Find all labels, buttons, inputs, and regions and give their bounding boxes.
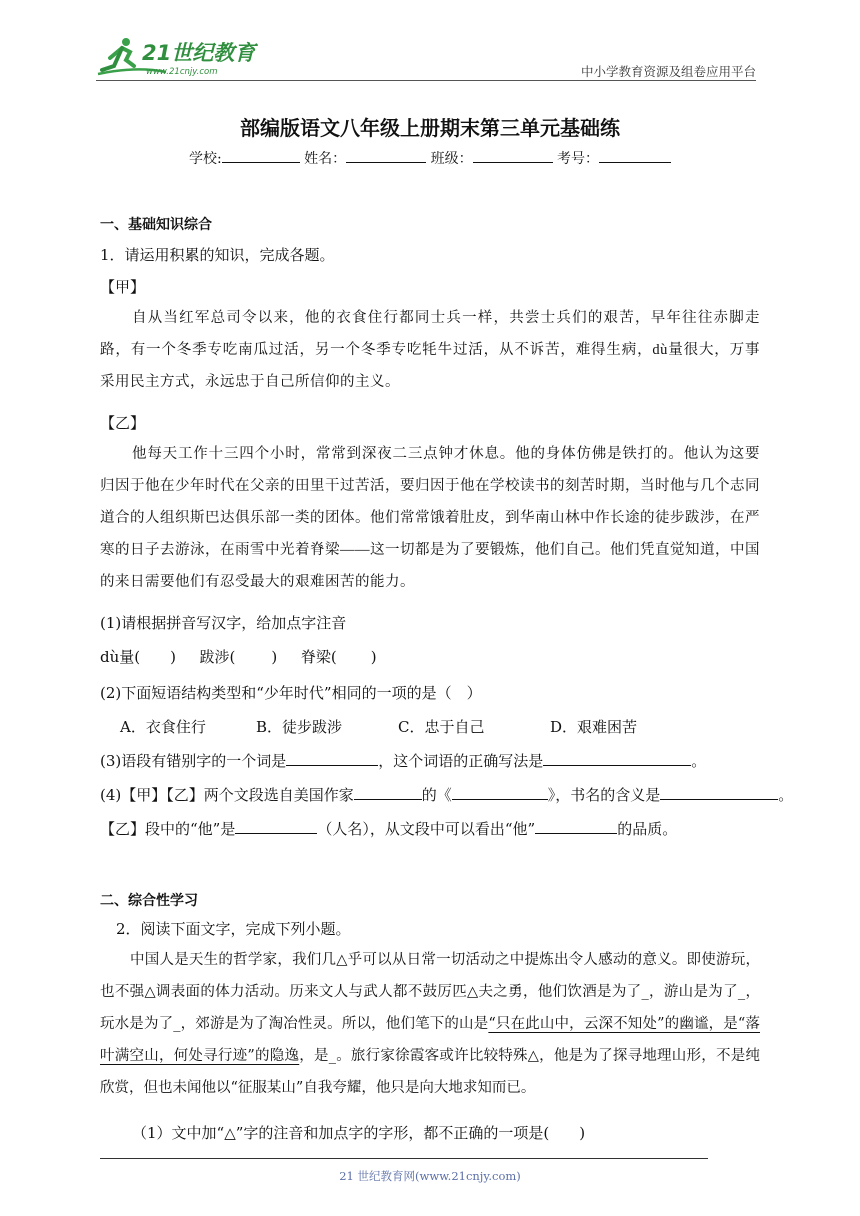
correct-word-blank[interactable] <box>543 764 691 766</box>
school-label: 学校: <box>188 151 222 167</box>
site-name: 中小学教育资源及组卷应用平台 <box>580 64 756 79</box>
logo-text: 21世纪教育 <box>142 41 256 65</box>
section2-sub-question-1: （1）文中加“△”字的注音和加点字的字形，都不正确的一项是( ) <box>132 1124 586 1142</box>
wrong-word-blank[interactable] <box>286 764 378 766</box>
sub4-text-d: 。 <box>778 786 794 804</box>
sub3-text-c: 。 <box>691 752 707 770</box>
class-label: 班级： <box>430 151 473 167</box>
question-2: 2．阅读下面文字，完成下列小题。 <box>116 920 351 938</box>
paren-close-2: ) <box>271 648 278 666</box>
section2-passage <box>100 944 760 1104</box>
site-logo <box>96 36 258 78</box>
option-b[interactable]: B．徒步跋涉 <box>256 718 343 736</box>
sub-question-4 <box>100 784 793 805</box>
school-field[interactable] <box>222 161 300 163</box>
exam-no-field[interactable] <box>599 161 671 163</box>
footer-text: 21 世纪教育网(www.21cnjy.com) <box>339 1169 521 1183</box>
jia-passage: 自从当红军总司令以来，他的衣食住行都同士兵一样，共尝士兵们的艰苦，早年往往赤脚走路，有一个冬季专吃南瓜过活，另一个冬季专吃牦牛过活，从不诉苦，难得生病，dù量很大，万事采用民主方式，永远忠于自己所信仰的主义。 <box>100 310 760 390</box>
sub4-line2-text-c: 的品质。 <box>617 820 678 838</box>
passage-underlined-quote: “只在此山中，云深不知处”的幽谧，是“落叶满空山，何处寻行迹”的隐逸 <box>100 1016 760 1064</box>
logo-url: www.21cnjy.com <box>146 67 218 77</box>
footer-divider <box>100 1158 708 1159</box>
class-field[interactable] <box>473 161 553 163</box>
yi-label: 【乙】 <box>100 414 146 432</box>
options-row <box>120 716 637 737</box>
sub3-text-a: (3)语段有错别字的一个词是 <box>100 752 287 770</box>
meaning-blank[interactable] <box>660 798 778 800</box>
person-name-blank[interactable] <box>235 832 317 834</box>
author-blank[interactable] <box>354 798 422 800</box>
sub4-text-b: 的《 <box>421 786 452 804</box>
section1-heading: 一、基础知识综合 <box>100 217 212 233</box>
book-title-blank[interactable] <box>452 798 548 800</box>
exam-no-label: 考号： <box>557 151 600 167</box>
pinyin-item-3: 脊梁( <box>300 648 337 666</box>
passage-part-2: ，是_。旅行家徐霞客或许比较特殊△，他是为了探寻地理山形，不是纯欣赏，但也未闻他以“征服某山”自我夸耀，他只是向大地求知而已。 <box>100 1048 760 1096</box>
sub4-line2-text-a: 【乙】段中的“他”是 <box>100 820 236 838</box>
jia-label: 【甲】 <box>100 278 146 296</box>
option-d[interactable]: D．艰难困苦 <box>550 718 638 736</box>
option-a[interactable]: A．衣食住行 <box>120 718 206 736</box>
option-c[interactable]: C．忠于自己 <box>398 718 485 736</box>
passage-part-1: 中国人是天生的哲学家，我们几△乎可以从日常一切活动之中提炼出令人感动的意义。即使游玩，也不强△调表面的体力活动。历来文人与武人都不鼓厉匹△夫之勇，他们饮酒是为了_，游山是为了_，玩水是为了_，郊游是为了淘冶性灵。所以，他们笔下的山是 <box>100 952 760 1032</box>
page-title: 部编版语文八年级上册期末第三单元基础练 <box>240 116 620 140</box>
name-label: 姓名： <box>304 151 347 167</box>
paren-close-3: ) <box>370 648 377 666</box>
pinyin-items <box>100 646 377 667</box>
question-1: 1．请运用积累的知识，完成各题。 <box>100 246 335 264</box>
yi-passage: 他每天工作十三四个小时，常常到深夜二三点钟才休息。他的身体仿佛是铁打的。他认为这要归因于他在少年时代在父亲的田里干过苦活，要归因于他在学校读书的刻苦时期，当时他与几个志同道合的人组织斯巴达俱乐部一类的团体。他们常常饿着肚皮，到华南山林中作长途的徒步跋涉，在严寒的日子去游泳，在雨雪中光着脊梁——这一切都是为了要锻炼，他们自己。他们凭直觉知道，中国的来日需要他们有忍受最大的艰难困苦的能力。 <box>100 446 760 590</box>
paren-close-1: ) <box>170 648 176 666</box>
quality-blank[interactable] <box>535 832 617 834</box>
sub-question-1: (1)请根据拼音写汉字，给加点字注音 <box>100 614 347 632</box>
sub4-line2-text-b: （人名），从文段中可以看出“他” <box>317 820 536 838</box>
pinyin-item-2: 跋涉( <box>199 648 236 666</box>
header-divider <box>96 80 756 81</box>
name-field[interactable] <box>346 161 426 163</box>
sub4-text-c: 》，书名的含义是 <box>547 786 661 804</box>
sub-question-3 <box>100 750 706 771</box>
sub-question-4-line2 <box>100 818 677 839</box>
section2-heading: 二、综合性学习 <box>100 893 198 909</box>
sub3-text-b: ，这个词语的正确写法是 <box>378 752 544 770</box>
sub4-text-a: (4)【甲】【乙】两个文段选自美国作家 <box>100 786 354 804</box>
exam-info-fields <box>0 148 860 168</box>
pinyin-item-1: dù量( <box>100 648 141 666</box>
sub-question-2: (2)下面短语结构类型和“少年时代”相同的一项的是（ ） <box>100 684 482 702</box>
